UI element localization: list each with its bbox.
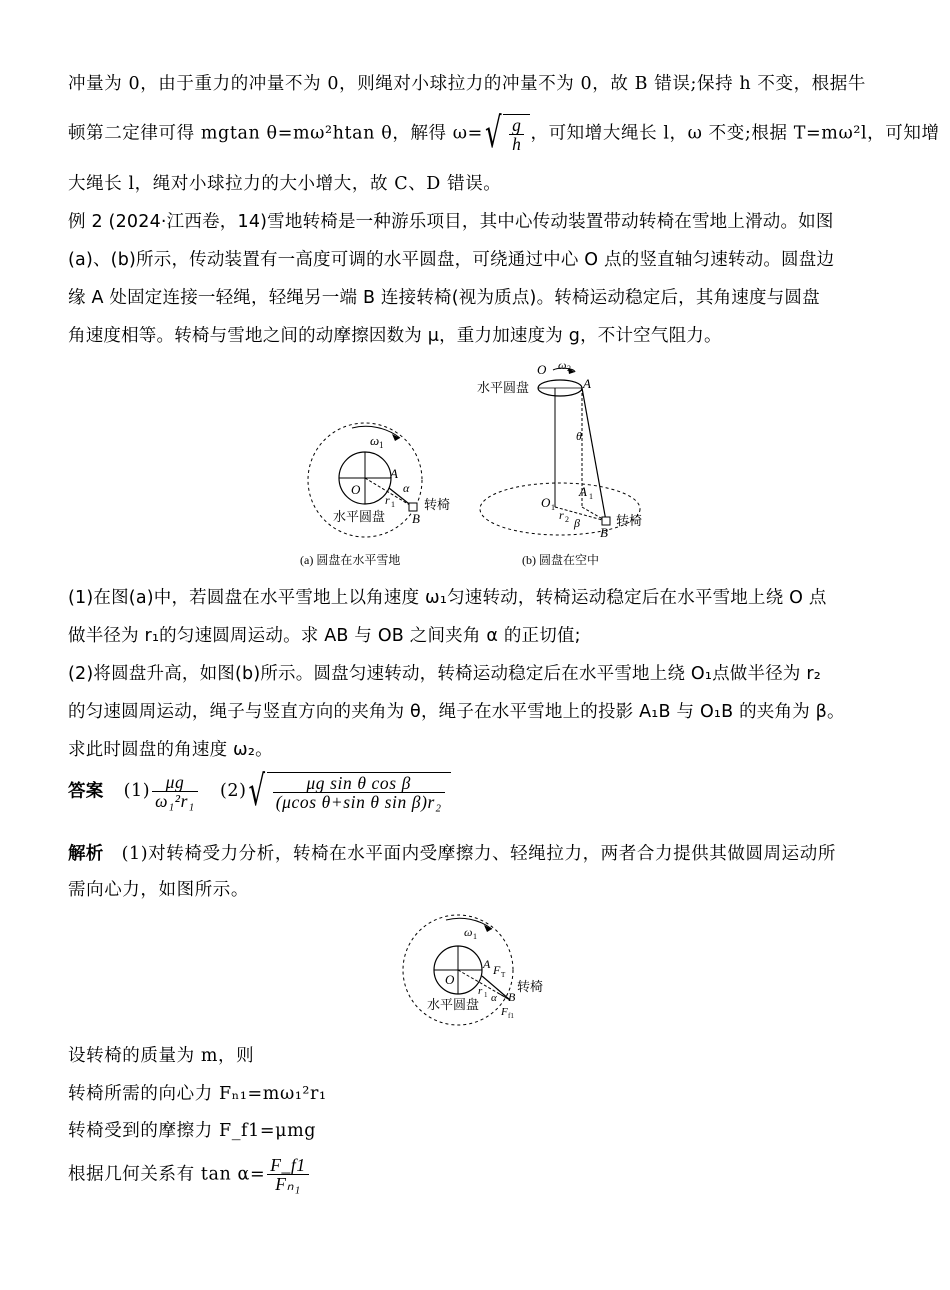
text-line: 大绳长 l，绳对小球拉力的大小增大，故 C、D 错误。 — [68, 174, 502, 194]
label-O1-sub: 1 — [551, 503, 555, 512]
sqrt-radicand — [267, 772, 451, 812]
tan-alpha-fraction: $\frac{F\_f1}{\text{Fₙ₁}}$ — [267, 1156, 308, 1194]
label-Ff: F — [501, 1006, 508, 1018]
label-theta: θ — [576, 429, 582, 443]
label-chair: 转椅 — [517, 979, 544, 994]
omega-sub: 2 — [567, 364, 571, 373]
label-A1-sub: 1 — [589, 492, 593, 501]
label-B: B — [508, 990, 516, 1004]
label-B: B — [600, 525, 608, 540]
omega-sub: 1 — [379, 440, 384, 450]
figure-b — [475, 357, 660, 572]
text-line: 设转椅的质量为 m，则 — [68, 1046, 255, 1066]
label-FT-sub: T — [501, 971, 506, 979]
label-A: A — [390, 466, 398, 481]
text-line: (a)、(b)所示，传动装置有一高度可调的水平圆盘，可绕通过中心 O 点的竖直轴匀速转动。圆盘边 — [68, 250, 835, 270]
answer-line: 答案 (1) $\frac{\mu g}{\text{ω₁²r₁}}$ (2)√ $\frac{\text{μg sin θ cos β}}{\text{(μcos θ+sin θ sin β)r₂}}$ — [68, 772, 451, 812]
answer-1-fraction: $\frac{\mu g}{\text{ω₁²r₁}}$ — [152, 773, 198, 811]
text-line: 缘 A 处固定连接一轻绳，轻绳另一端 B 连接转椅(视为质点)。转椅运动稳定后，其角速度与圆盘 — [68, 288, 820, 308]
text-line: 需向心力，如图所示。 — [68, 880, 249, 900]
label-r-sub: 1 — [484, 991, 488, 999]
question-2: (2)将圆盘升高，如图(b)所示。圆盘匀速转动，转椅运动稳定后在水平雪地上绕 O₁点做半径为 r₂ — [68, 664, 821, 684]
label-FT: F — [493, 963, 501, 977]
figure-c — [400, 912, 560, 1032]
text-line: 根据几何关系有 tan α= $\frac{F\_f1}{\text{Fₙ₁}}$ — [68, 1156, 311, 1194]
text-line: 转椅受到的摩擦力 F_f1=μmg — [68, 1121, 317, 1141]
label-A: A — [583, 376, 591, 391]
sqrt-radicand — [503, 114, 530, 154]
sqrt-symbol: √ — [484, 109, 503, 158]
label-alpha: α — [403, 481, 410, 495]
rope — [582, 388, 606, 521]
analysis-line: 解析 (1)对转椅受力分析，转椅在水平面内受摩擦力、轻绳拉力，两者合力提供其做圆周运动所 — [68, 844, 836, 864]
text-line: 冲量为 0，由于重力的冲量不为 0，则绳对小球拉力的冲量不为 0，故 B 错误;保持 h 不变，根据牛 — [68, 74, 866, 94]
text-line: 求此时圆盘的角速度 ω₂。 — [68, 740, 273, 760]
figure-caption: (a) 圆盘在水平雪地 — [300, 553, 401, 567]
label-O: O — [351, 482, 361, 497]
label-r-sub: 2 — [565, 515, 569, 524]
fraction: $\frac{g}{h}$ — [509, 116, 524, 154]
label-r: r — [385, 493, 390, 507]
figure-caption: (b) 圆盘在空中 — [522, 553, 599, 567]
label-r: r — [559, 508, 564, 522]
answer-2-fraction: $\frac{\text{μg sin θ cos β}}{\text{(μcos θ+sin θ sin β)r₂}}$ — [273, 774, 445, 812]
label-alpha: α — [491, 992, 497, 1004]
label-chair: 转椅 — [616, 513, 643, 528]
sqrt-symbol: √ — [248, 767, 266, 816]
question-1: (1)在图(a)中，若圆盘在水平雪地上以角速度 ω₁匀速转动，转椅运动稳定后在水平雪地上绕 O 点 — [68, 588, 827, 608]
label-disk: 水平圆盘 — [333, 509, 386, 524]
text-line: 转椅所需的向心力 Fₙ₁=mω₁²r₁ — [68, 1084, 327, 1104]
label-disk: 水平圆盘 — [427, 997, 480, 1012]
text-line: 顿第二定律可得 mgtan θ=mω²htan θ，解得 ω=√ $\frac{g}{h}$ ，可知增大绳长 l，ω 不变;根据 T=mω²l，可知增 — [68, 109, 940, 158]
label-A: A — [483, 957, 491, 971]
analysis-label: 解析 — [68, 844, 104, 864]
omega-label: ω — [370, 433, 380, 448]
label-r-sub: 1 — [391, 500, 395, 509]
chair-square — [409, 503, 417, 511]
label-O1: O — [541, 495, 551, 510]
text-line: 的匀速圆周运动，绳子与竖直方向的夹角为 θ，绳子在水平雪地上的投影 A₁B 与 O₁B 的夹角为 β。 — [68, 702, 845, 722]
label-Ff-sub: f1 — [508, 1012, 514, 1020]
example-heading: 例 2 (2024·江西卷，14)雪地转椅是一种游乐项目，其中心传动装置带动转椅在雪地上滑动。如图 — [68, 212, 834, 232]
label-beta: β — [574, 516, 580, 530]
omega-sub: 1 — [473, 932, 477, 941]
label-A1: A — [579, 484, 587, 499]
label-B: B — [412, 511, 420, 526]
chair-square — [602, 517, 610, 525]
label-O: O — [537, 362, 547, 377]
label-r: r — [478, 985, 483, 997]
omega-label: ω — [464, 925, 473, 939]
text-line: 做半径为 r₁的匀速圆周运动。求 AB 与 OB 之间夹角 α 的正切值; — [68, 626, 581, 646]
label-O: O — [445, 972, 455, 987]
figure-a — [300, 420, 470, 570]
text-line: 角速度相等。转椅与雪地之间的动摩擦因数为 μ，重力加速度为 g，不计空气阻力。 — [68, 326, 722, 346]
answer-label: 答案 — [68, 781, 104, 802]
omega-label: ω — [558, 358, 567, 372]
label-disk: 水平圆盘 — [477, 380, 530, 395]
label-chair: 转椅 — [424, 497, 451, 512]
